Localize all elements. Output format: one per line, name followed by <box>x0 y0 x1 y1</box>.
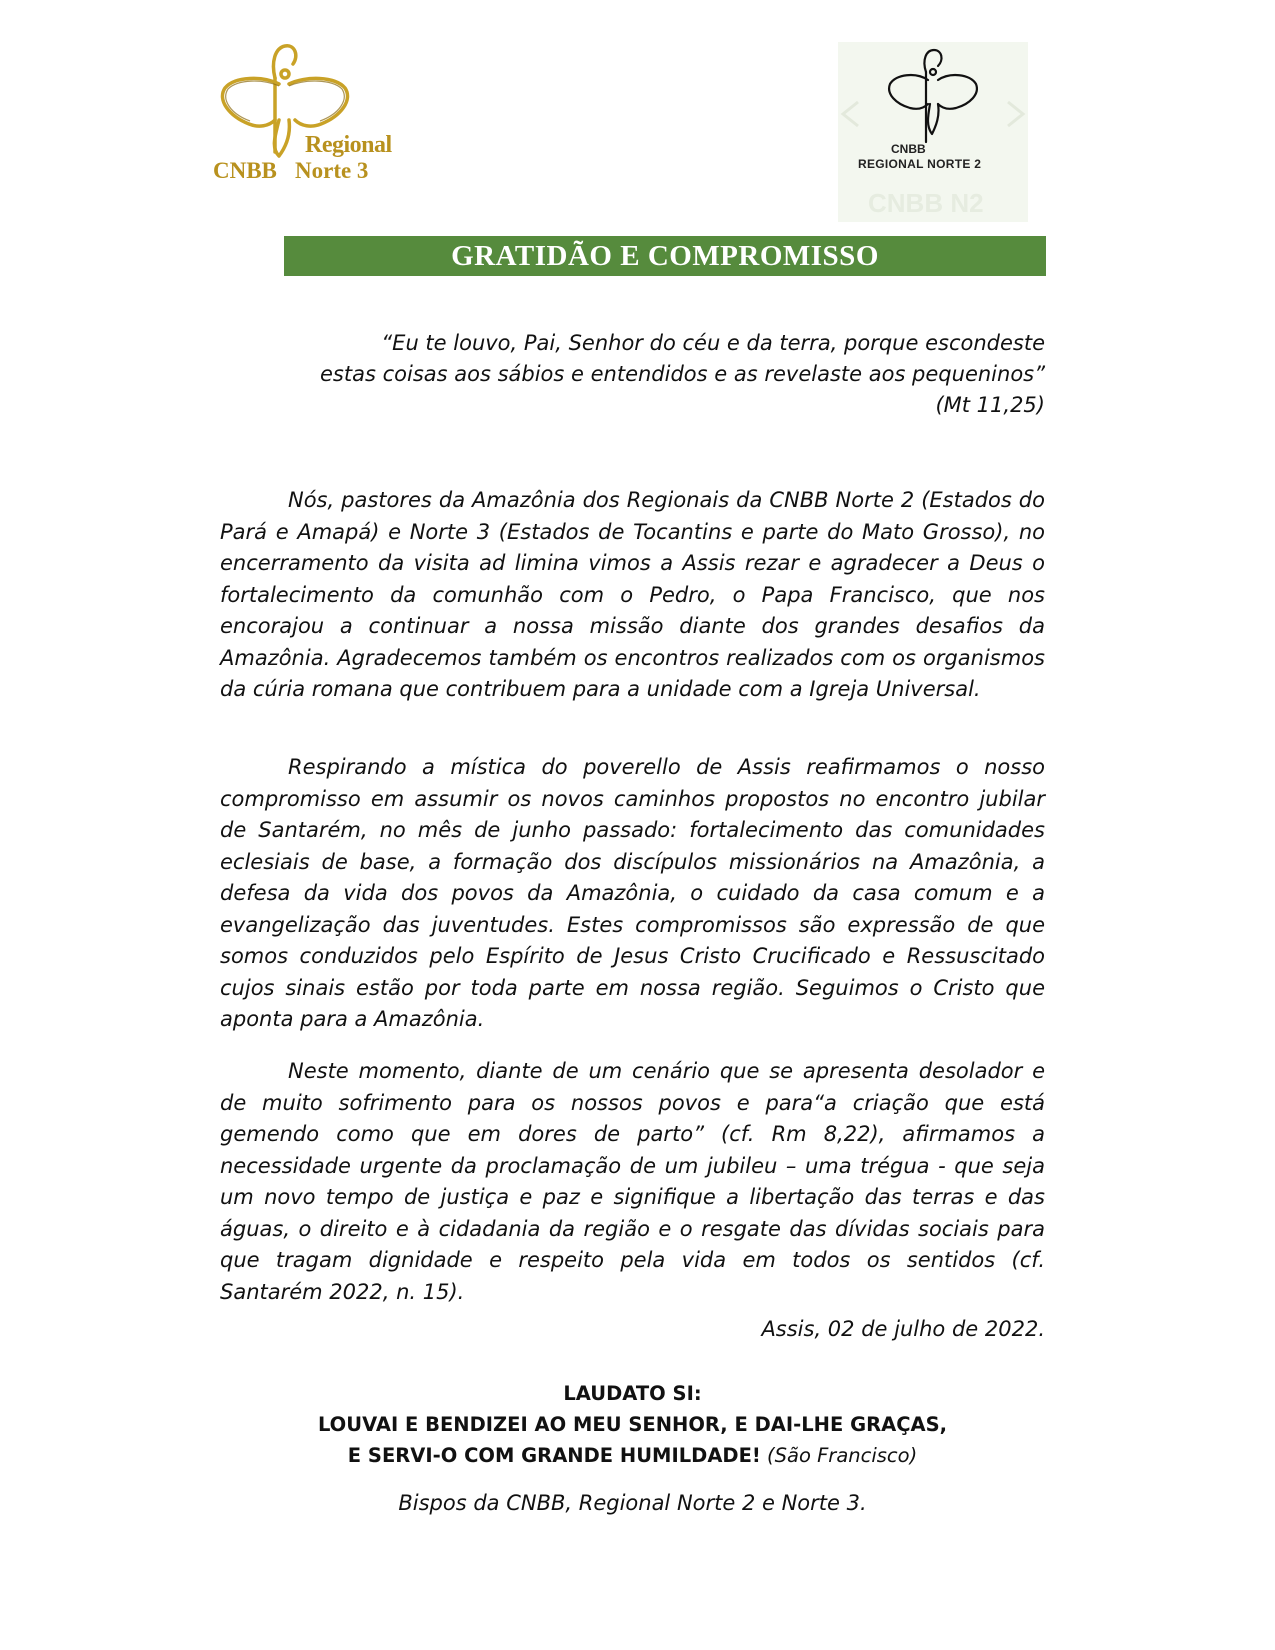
paragraph-2-text: Respirando a mística do poverello de Assis reafirmamos o nosso compromisso em assumir os novos caminhos propostos no encontro jubilar de Santarém, no mês de junho passado: fortalecimento das comunidades eclesiais de base, a formação dos discípulos missionários na Amazônia, a defesa da vida dos povos da Amazônia, o cuidado da casa comum e a evangelização das juventudes. Estes compromissos são expressão de que somos conduzidos pelo Espírito de Jesus Cristo Crucificado e Ressuscitado cujos sinais estão por toda parte em nossa região. Seguimos o Cristo que aponta para a Amazônia. <box>220 755 1045 1031</box>
paragraph-3 <box>220 1056 1045 1308</box>
logo-cnbb-regional-norte-3 <box>213 40 393 190</box>
laudato-attribution: (São Francisco) <box>767 1444 918 1467</box>
logo-left-cnbb: CNBB <box>213 158 277 183</box>
laudato-line-3-row <box>220 1440 1045 1471</box>
logo-right-regional-norte-2: REGIONAL NORTE 2 <box>858 157 982 171</box>
logo-left-regional: Regional <box>305 132 392 158</box>
paragraph-1-text: Nós, pastores da Amazônia dos Regionais da CNBB Norte 2 (Estados do Pará e Amapá) e Norte 3 (Estados de Tocantins e parte do Mato Grosso), no encerramento da visita ad limina vimos a Assis rezar e agradecer a Deus o fortalecimento da comunhão com o Pedro, o Papa Francisco, que nos encorajou a continuar a nossa missão diante dos grandes desafios da Amazônia. Agradecemos também os encontros realizados com os organismos da cúria romana que contribuem para a unidade com a Igreja Universal. <box>220 488 1045 701</box>
laudato-line-3: E SERVI-O COM GRANDE HUMILDADE! <box>347 1444 761 1467</box>
epigraph-line-1: “Eu te louvo, Pai, Senhor do céu e da terra, porque escondeste <box>381 331 1045 355</box>
laudato-si-block <box>220 1378 1045 1471</box>
logo-cnbb-regional-norte-2 <box>838 42 1028 222</box>
title-banner <box>284 236 1046 276</box>
laudato-line-2: LOUVAI E BENDIZEI AO MEU SENHOR, E DAI-LHE GRAÇAS, <box>317 1413 948 1436</box>
document-title: GRATIDÃO E COMPROMISSO <box>451 239 879 272</box>
paragraph-2 <box>220 752 1045 1036</box>
dove-icon <box>838 42 1028 222</box>
signature: Bispos da CNBB, Regional Norte 2 e Norte 3. <box>398 1491 867 1515</box>
paragraph-3-text: Neste momento, diante de um cenário que se apresenta desolador e de muito sofrimento para os nossos povos e para“a criação que está gemendo como que em dores de parto” (cf. Rm 8,22), afirmamos a necessidade urgente da proclamação de um jubileu – uma trégua - que seja um novo tempo de justiça e paz e signifique a libertação das terras e das águas, o direito e à cidadania da região e o resgate das dívidas sociais para que tragam dignidade e respeito pela vida em todos os sentidos (cf. Santarém 2022, n. 15). <box>220 1059 1045 1304</box>
paragraph-1 <box>220 485 1045 706</box>
laudato-line-1: LAUDATO SI: <box>563 1382 702 1405</box>
epigraph-reference: (Mt 11,25) <box>935 393 1045 417</box>
logo-left-norte-3: Norte 3 <box>295 158 369 183</box>
svg-text:CNBB N2: CNBB N2 <box>868 188 984 218</box>
place-date: Assis, 02 de julho de 2022. <box>761 1317 1045 1341</box>
logo-right-cnbb: CNBB <box>891 142 926 156</box>
epigraph-line-2: estas coisas aos sábios e entendidos e as revelaste aos pequeninos” <box>320 362 1045 386</box>
epigraph-quote <box>280 328 1045 421</box>
